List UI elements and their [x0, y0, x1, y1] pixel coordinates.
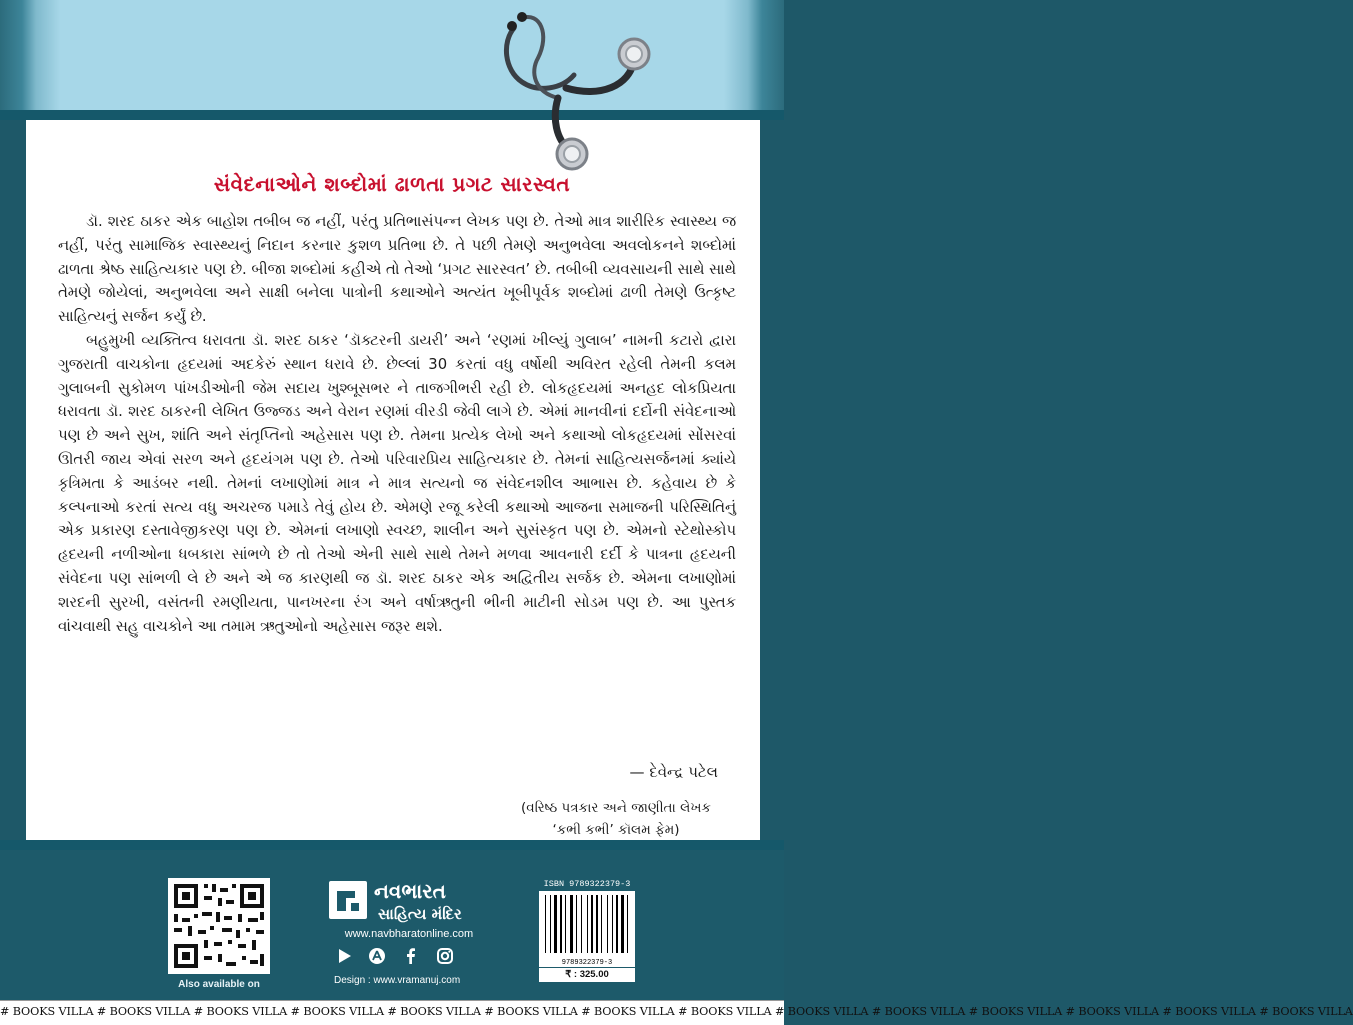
signature-line-2: ‘કભી કભી’ કૉલમ ફેમ) — [552, 822, 680, 838]
qr-caption: Also available on — [178, 979, 260, 990]
watermark-strip — [0, 1000, 1353, 1025]
blurb-paragraph-2: બહુમુખી વ્યક્તિત્વ ધરાવતા ડૉ. શરદ ઠાકર ‘ડૉક્ટરની ડાયરી’ અને ‘રણમાં ખીલ્યું ગુલાબ’ નામની કટારો દ્વારા ગુજરાતી વાચકોના હૃદયમાં અદકેરું સ્થાન ધરાવે છે. છેલ્લાં 30 કરતાં વધુ વર્ષોથી અવિરત રહેલી તેમની કલમ ગુલાબની સુકોમળ પાંખડીઓની જેમ સદાય ખુશ્બૂસભર ને તાજગીભરી રહી છે. લોકહૃદયમાં અનહદ લોકપ્રિયતા ધરાવતા ડૉ. શરદ ઠાકરની લેખિત ઉજ્જડ અને વેરાન રણમાં વીરડી જેવી લાગે છે. એમાં માનવીનાં દર્દોની સંવેદનાઓ પણ છે અને સુખ, શાંતિ અને સંતૃપ્તિનો અહેસાસ પણ છે. તેમના પ્રત્યેક લેખો અને કથાઓ લોકહૃદયમાં સોંસરવાં ઊતરી જાય એવાં સરળ અને હૃદયંગમ પણ છે. તેઓ પરિવારપ્રિય સાહિત્યકાર છે. તેમનાં સાહિત્યસર્જનમાં ક્યાંયે કૃત્રિમતા કે આડંબર નથી. તેમનાં લખાણોમાં માત્ર ને માત્ર સત્યનો જ સંવેદનશીલ આભાસ છે. કહેવાય છે કે કલ્પનાઓ કરતાં સત્ય વધુ અચરજ પમાડે તેવું હોય છે. એમણે રજૂ કરેલી કથાઓ આજના સમાજની પરિસ્થિતિનું એક પ્રકારણ દસ્તાવેજીકરણ પણ છે. એમનાં લખાણો સ્વચ્છ, શાલીન અને સુસંસ્કૃત પણ છે. એમનો સ્ટેથોસ્કોપ હૃદયની નળીઓના ધબકારા સાંભળે છે તો તેઓ એની સાથે સાથે તેમને મળવા આવનારી દર્દી કે પાત્રના હૃદયની સંવેદના પણ સાંભળી લે છે અને એ જ કારણથી જ ડૉ. શરદ ઠાકર એક અદ્વિતીય સર્જક છે. એમના લખાણોમાં શરદની સુરખી, વસંતની રમણીયતા, પાનખરના રંગ અને વર્ષાઋતુની ભીની માટીની સોડમ પણ છે. આ પુસ્તક વાંચવાથી સહુ વાચકોને આ તમામ ઋતુઓનો અહેસાસ જરૂર થશે. — [58, 331, 736, 635]
isbn-block — [536, 879, 638, 997]
section-heading: સંવેદનાઓને શબ્દોમાં ઢાળતા પ્રગટ સારસ્વત — [213, 172, 571, 196]
barcode — [539, 891, 635, 967]
facebook-icon[interactable] — [402, 947, 420, 965]
watermark-text: # BOOKS VILLA # BOOKS VILLA # BOOKS VILLA # BOOKS VILLA # BOOKS VILLA # BOOKS VILLA # BOOKS VILLA # BOOKS VILLA # BOOKS VILLA # BOOKS VILLA # BOOKS VILLA # BOOKS VILLA # BOOKS VILLA # BOOKS VILLA — [0, 1005, 1353, 1018]
bottom-teal-stripe — [0, 840, 784, 850]
qr-pattern-icon — [168, 878, 270, 974]
store-social-icons — [336, 947, 486, 967]
blurb-text — [58, 210, 736, 638]
app-store-icon[interactable] — [368, 947, 386, 965]
price-tag: ₹ : 325.00 — [539, 968, 635, 982]
qr-code[interactable] — [168, 878, 270, 974]
publisher-logo-icon — [329, 881, 367, 919]
publisher-website-link[interactable]: www.navbharatonline.com — [344, 928, 474, 940]
signature-name: — દેવેન્દ્ર પટેલ — [629, 763, 718, 781]
stethoscope-icon — [500, 0, 670, 175]
isbn-label: ISBN 9789322379-3 — [543, 879, 631, 889]
barcode-digits: 9789322379-3 — [561, 959, 613, 967]
instagram-icon[interactable] — [436, 947, 454, 965]
play-store-icon[interactable] — [336, 947, 354, 965]
barcode-icon — [539, 891, 635, 967]
publisher-subtitle: સાહિત્ય મંદિર — [378, 905, 462, 923]
blurb-paragraph-1: ડૉ. શરદ ઠાકર એક બાહોશ તબીબ જ નહીં, પરંતુ પ્રતિભાસંપન્ન લેખક પણ છે. તેઓ માત્ર શારીરિક સ્વાસ્થ્ય જ નહીં, પરંતુ સામાજિક સ્વાસ્થ્યનું નિદાન કરનાર કુશળ પ્રતિભા છે. તે પછી તેમણે અનુભવેલા અવલોકનને શબ્દોમાં ઢાળતા શ્રેષ્ઠ સાહિત્યકાર પણ છે. બીજા શબ્દોમાં કહીએ તો તેઓ ‘પ્રગટ સારસ્વત’ છે. તબીબી વ્યવસાયની સાથે સાથે તેમણે જોયેલાં, અનુભવેલા અને સાક્ષી બનેલા પાત્રોની કથાઓને અત્યંત ખૂબીપૂર્વક શબ્દોમાં ઢાળી તેમણે ઉત્કૃષ્ટ સાહિત્યનું સર્જન કર્યું છે. — [58, 213, 736, 326]
design-credit: Design : www.vramanuj.com — [334, 975, 461, 986]
publisher-name: નવભારત — [374, 879, 446, 903]
signature-line-1: (વરિષ્ઠ પત્રકાર અને જાણીતા લેખક — [521, 800, 711, 816]
